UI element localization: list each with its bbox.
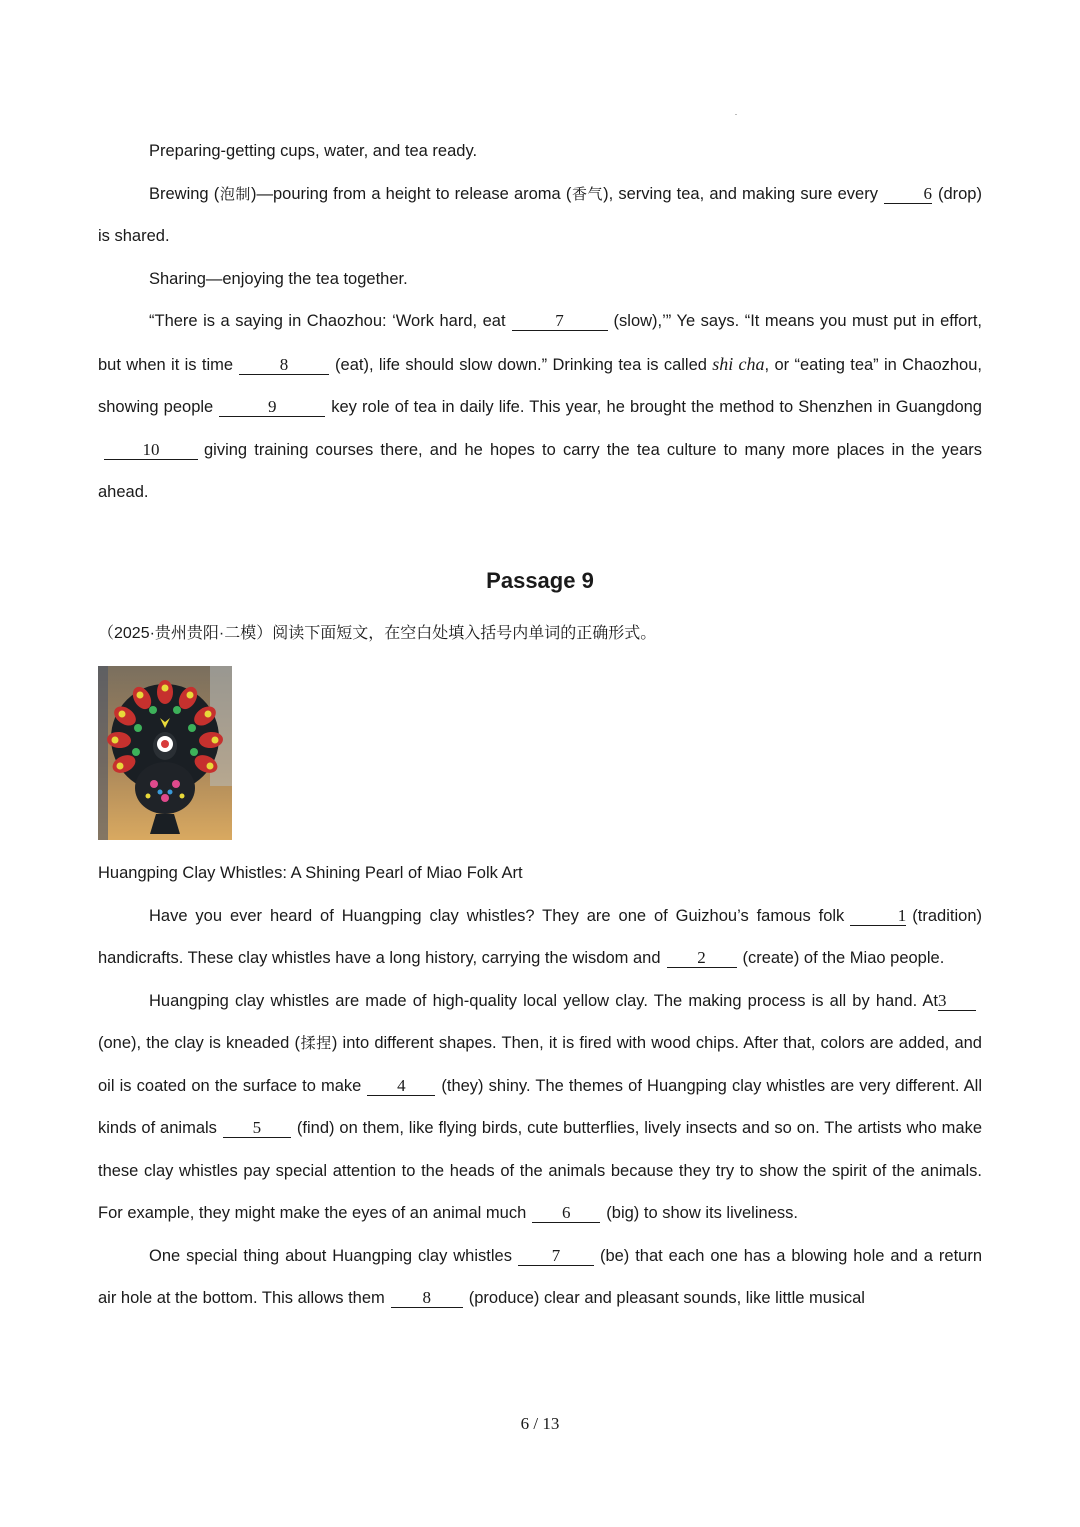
step-sharing: Sharing—enjoying the tea together. (149, 269, 408, 288)
passage-9-source: （2025·贵州贵阳·二模）阅读下面短文，在空白处填入括号内单词的正确形式。 (98, 625, 657, 642)
blank-7[interactable]: 7 (512, 312, 608, 331)
passage-9-heading: Passage 9 (486, 568, 594, 593)
step-brewing: Brewing (泡制)—pouring from a height to release aroma (香气), serving tea, and making sure every 6 (drop) is shared. (98, 183, 982, 245)
clay-whistle-photo (98, 666, 232, 840)
blank-6b[interactable]: 6 (532, 1204, 600, 1223)
blank-7b[interactable]: 7 (518, 1247, 594, 1266)
passage-9-paragraph-1: Have you ever heard of Huangping clay whistles? They are one of Guizhou’s famous folk 1 (tradition) handicrafts. These clay whistles have a long history, carrying the wisdom and 2 (create) of the Miao people. (98, 905, 982, 967)
stray-mark (735, 114, 737, 115)
blank-8[interactable]: 8 (239, 356, 329, 375)
blank-2[interactable]: 2 (667, 949, 737, 968)
passage-9-body (98, 852, 982, 1320)
blank-4[interactable]: 4 (367, 1077, 435, 1096)
passage-9-paragraph-2: Huangping clay whistles are made of high-quality local yellow clay. The making process is all by hand. At3(one), the clay is kneaded (揉捏) into different shapes. Then, it is fired with wood chips. After that, colors are added, and oil is coated on the surface to make 4 (they) shiny. The themes of Huangping clay whistles are very different. All kinds of animals 5 (find) on them, like flying birds, cute butterflies, lively insects and so on. The artists who make these clay whistles pay special attention to the heads of the animals because they try to show the spirit of the animals. For example, they might make the eyes of an animal much 6 (big) to show its liveliness. (98, 990, 982, 1222)
blank-1[interactable]: 1 (850, 907, 906, 926)
page-number: 6 / 13 (520, 1414, 560, 1433)
peacock-whistle-illustration (98, 666, 232, 840)
blank-10[interactable]: 10 (104, 441, 198, 460)
paragraph-saying: “There is a saying in Chaozhou: ‘Work hard, eat 7 (slow),’” Ye says. “It means you must put in effort, but when it is time 8 (eat), life should slow down.” Drinking tea is called shi cha, or “eating tea” in Chaozhou, showing people 9 key role of tea in daily life. This year, he brought the method to Shenzhen in Guangdong10 giving training courses there, and he hopes to carry the tea culture to many more places in the years ahead. (98, 311, 982, 501)
step-preparing: Preparing-getting cups, water, and tea ready. (149, 142, 478, 160)
blank-5[interactable]: 5 (223, 1119, 291, 1138)
passage-9-title: Huangping Clay Whistles: A Shining Pearl of Miao Folk Art (98, 864, 523, 882)
passage-8-continuation (98, 130, 982, 514)
passage-9-paragraph-3: One special thing about Huangping clay whistles 7 (be) that each one has a blowing hole and a return air hole at the bottom. This allows them 8 (produce) clear and pleasant sounds, like little musical (98, 1245, 982, 1307)
blank-9[interactable]: 9 (219, 398, 325, 417)
blank-8b[interactable]: 8 (391, 1289, 463, 1308)
blank-6[interactable]: 6 (884, 185, 932, 204)
blank-3[interactable]: 3 (938, 992, 976, 1011)
